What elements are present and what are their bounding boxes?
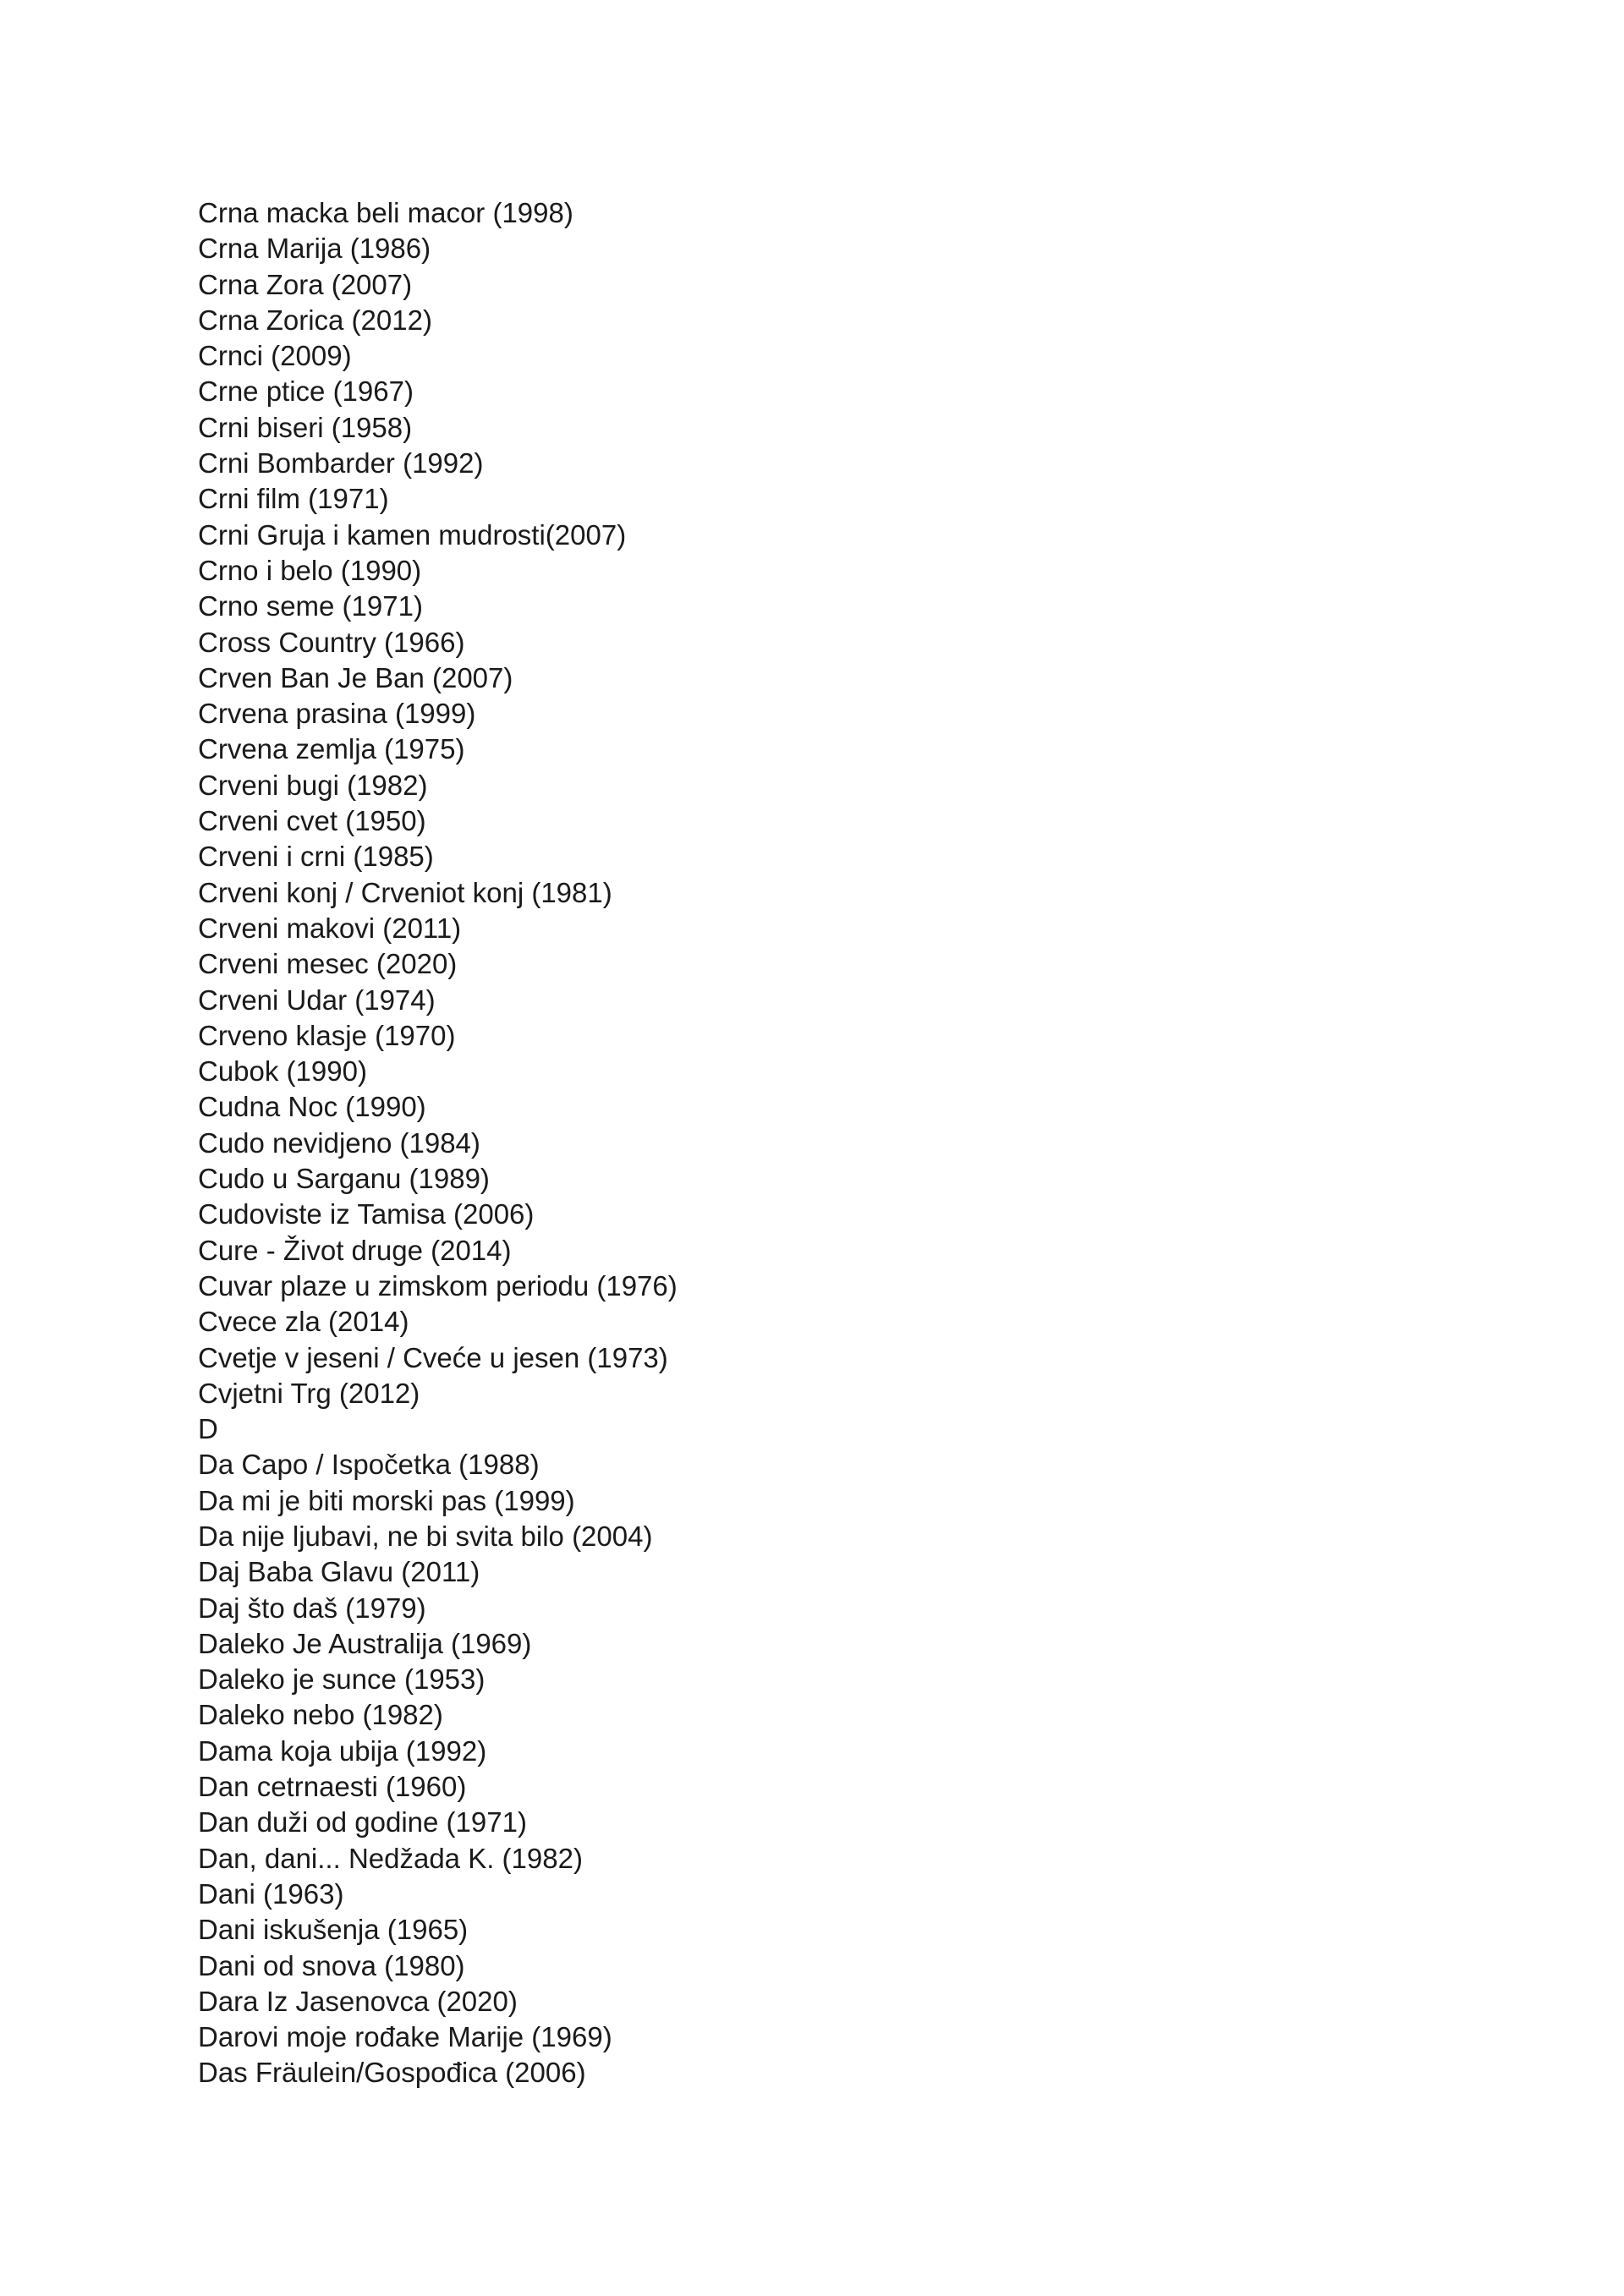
list-item: Crni Bombarder (1992) (198, 447, 484, 479)
list-item: Crna Marija (1986) (198, 233, 431, 265)
list-item: Cross Country (1966) (198, 626, 465, 658)
list-item: Daleko nebo (1982) (198, 1699, 443, 1731)
list-item: Dan, dani... Nedžada K. (1982) (198, 1842, 583, 1874)
list-item: Crveni Udar (1974) (198, 984, 436, 1016)
film-title-list (198, 195, 678, 2091)
list-item: Daleko je sunce (1953) (198, 1663, 486, 1696)
list-item: Crveni cvet (1950) (198, 805, 426, 837)
list-item: Crveni makovi (2011) (198, 912, 462, 944)
list-item: Cvece zla (2014) (198, 1306, 409, 1338)
list-item: Crna Zorica (2012) (198, 304, 432, 336)
list-item: Daleko Je Australija (1969) (198, 1627, 532, 1659)
list-item: Crveni i crni (1985) (198, 841, 434, 873)
list-item: Da mi je biti morski pas (1999) (198, 1484, 575, 1516)
list-item: Crna Zora (2007) (198, 268, 413, 300)
list-item: Dani iskušenja (1965) (198, 1914, 469, 1946)
list-item: Dama koja ubija (1992) (198, 1734, 487, 1767)
list-item: Crnci (2009) (198, 340, 352, 372)
list-item: Dan duži od godine (1971) (198, 1806, 527, 1838)
list-item: Crveno klasje (1970) (198, 1019, 456, 1051)
list-item: Cudoviste iz Tamisa (2006) (198, 1198, 535, 1230)
section-letter: D (198, 1413, 218, 1445)
list-item: Crveni mesec (2020) (198, 948, 458, 980)
list-item: Darovi moje rođake Marije (1969) (198, 2021, 612, 2053)
list-item: Cudo u Sarganu (1989) (198, 1163, 490, 1195)
list-item: Cure - Život druge (2014) (198, 1234, 512, 1266)
list-item: Crno i belo (1990) (198, 554, 422, 586)
list-item: Cudna Noc (1990) (198, 1091, 426, 1123)
list-item: Crvena prasina (1999) (198, 698, 476, 730)
list-item: Da nije ljubavi, ne bi svita bilo (2004) (198, 1520, 653, 1552)
list-item: Da Capo / Ispočetka (1988) (198, 1449, 540, 1481)
list-item: Cvetje v jeseni / Cveće u jesen (1973) (198, 1341, 668, 1373)
list-item: Cubok (1990) (198, 1055, 367, 1088)
list-item: Dan cetrnaesti (1960) (198, 1771, 467, 1803)
list-item: Cuvar plaze u zimskom periodu (1976) (198, 1269, 678, 1301)
list-item: Crveni konj / Crveniot konj (1981) (198, 876, 612, 908)
list-item: Das Fräulein/Gospođica (2006) (198, 2057, 586, 2089)
list-item: Dani od snova (1980) (198, 1949, 465, 1981)
list-item: Crveni bugi (1982) (198, 769, 428, 801)
list-item: Cudo nevidjeno (1984) (198, 1126, 480, 1159)
list-item: Dani (1963) (198, 1877, 344, 1910)
list-item: Daj Baba Glavu (2011) (198, 1556, 480, 1588)
list-item: Dara Iz Jasenovca (2020) (198, 1985, 518, 2017)
list-item: Cvjetni Trg (2012) (198, 1377, 420, 1409)
list-item: Crne ptice (1967) (198, 375, 414, 408)
list-item: Daj što daš (1979) (198, 1592, 426, 1624)
list-item: Crvena zemlja (1975) (198, 733, 465, 765)
list-item: Crno seme (1971) (198, 590, 423, 622)
list-item: Crni biseri (1958) (198, 411, 413, 443)
list-item: Crven Ban Je Ban (2007) (198, 661, 513, 693)
list-item: Crni Gruja i kamen mudrosti(2007) (198, 518, 627, 551)
list-item: Crna macka beli macor (1998) (198, 197, 573, 228)
list-item: Crni film (1971) (198, 483, 389, 515)
